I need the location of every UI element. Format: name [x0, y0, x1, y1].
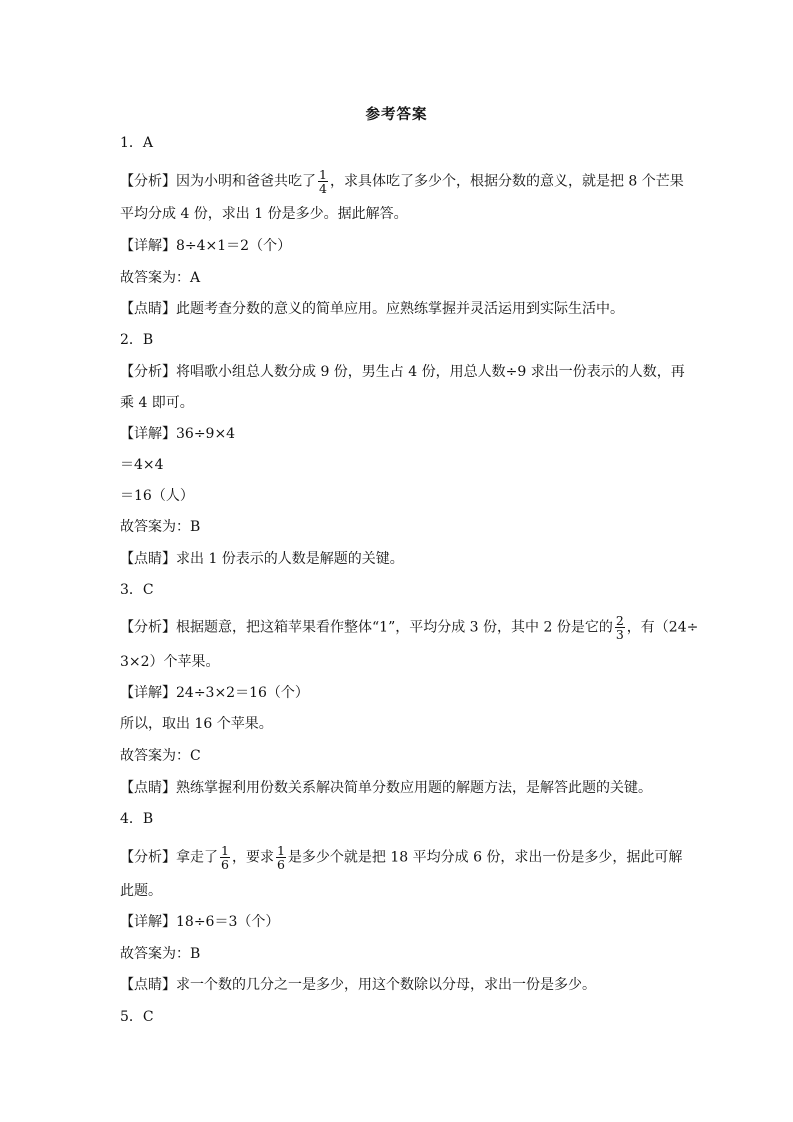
question-2-detail-3: ＝16（人）: [120, 488, 194, 504]
question-3-analysis-line-1: [120, 613, 699, 642]
analysis-text: ，要求: [231, 849, 274, 866]
analysis-text: 【分析】拿走了: [120, 849, 218, 866]
question-2-analysis-line-2: 乘 4 即可。: [120, 395, 194, 411]
question-1-analysis-line-1: [120, 167, 684, 196]
analysis-text: 是多少个就是把 18 平均分成 6 份，求出一份是多少，据此可解: [287, 849, 683, 866]
question-4-analysis-line-1: [120, 843, 683, 872]
question-3-number: 3．C: [120, 582, 154, 598]
question-4-analysis-line-2: 此题。: [120, 883, 162, 899]
question-4-detail: 【详解】18÷6＝3（个）: [120, 914, 280, 930]
question-2-analysis-line-1: 【分析】将唱歌小组总人数分成 9 份，男生占 4 份，用总人数÷9 求出一份表示的人数，再: [120, 364, 685, 380]
question-2-detail-1: 【详解】36÷9×4: [120, 426, 236, 442]
analysis-text: ，有（24÷: [626, 619, 699, 636]
question-3-comment: 【点睛】熟练掌握利用份数关系解决简单分数应用题的解题方法，是解答此题的关键。: [120, 780, 652, 796]
fraction-denominator: 4: [319, 181, 327, 196]
question-1-detail: 【详解】8÷4×1＝2（个）: [120, 238, 292, 254]
fraction-numerator: 1: [276, 843, 285, 858]
question-3-analysis-line-2: 3×2）个苹果。: [120, 654, 220, 670]
fraction-two-thirds: [615, 614, 625, 641]
question-3-extra: 所以，取出 16 个苹果。: [120, 716, 273, 732]
page-title: 参考答案: [365, 107, 428, 123]
question-5-number: 5．C: [120, 1009, 154, 1025]
fraction-numerator: 1: [221, 843, 229, 858]
fraction-denominator: 3: [615, 627, 624, 642]
fraction-numerator: 1: [319, 167, 327, 182]
question-2-detail-2: ＝4×4: [120, 457, 164, 473]
question-3-detail: 【详解】24÷3×2＝16（个）: [120, 685, 309, 701]
question-1-answer: 故答案为：A: [120, 270, 201, 286]
fraction-one-sixth: [276, 844, 286, 871]
analysis-text: 【分析】因为小明和爸爸共吃了: [120, 173, 316, 190]
analysis-text: 【分析】根据题意，把这箱苹果看作整体“1”，平均分成 3 份，其中 2 份是它的: [120, 619, 613, 636]
fraction-one-sixth: [220, 844, 230, 871]
question-4-number: 4．B: [120, 811, 154, 827]
fraction-denominator: 6: [221, 857, 229, 872]
fraction-one-quarter: [318, 168, 328, 195]
question-4-comment: 【点睛】求一个数的几分之一是多少，用这个数除以分母，求出一份是多少。: [120, 977, 596, 993]
question-1-comment: 【点睛】此题考查分数的意义的简单应用。应熟练掌握并灵活运用到实际生活中。: [120, 301, 624, 317]
fraction-numerator: 2: [615, 613, 624, 628]
question-2-number: 2．B: [120, 332, 154, 348]
question-2-answer: 故答案为：B: [120, 519, 201, 535]
question-2-comment: 【点睛】求出 1 份表示的人数是解题的关键。: [120, 551, 404, 567]
question-3-answer: 故答案为：C: [120, 748, 201, 764]
question-4-answer: 故答案为：B: [120, 946, 201, 962]
analysis-text: ，求具体吃了多少个，根据分数的意义，就是把 8 个芒果: [329, 173, 684, 190]
fraction-denominator: 6: [276, 857, 285, 872]
question-1-number: 1．A: [120, 135, 154, 151]
question-1-analysis-line-2: 平均分成 4 份，求出 1 份是多少。据此解答。: [120, 206, 408, 222]
